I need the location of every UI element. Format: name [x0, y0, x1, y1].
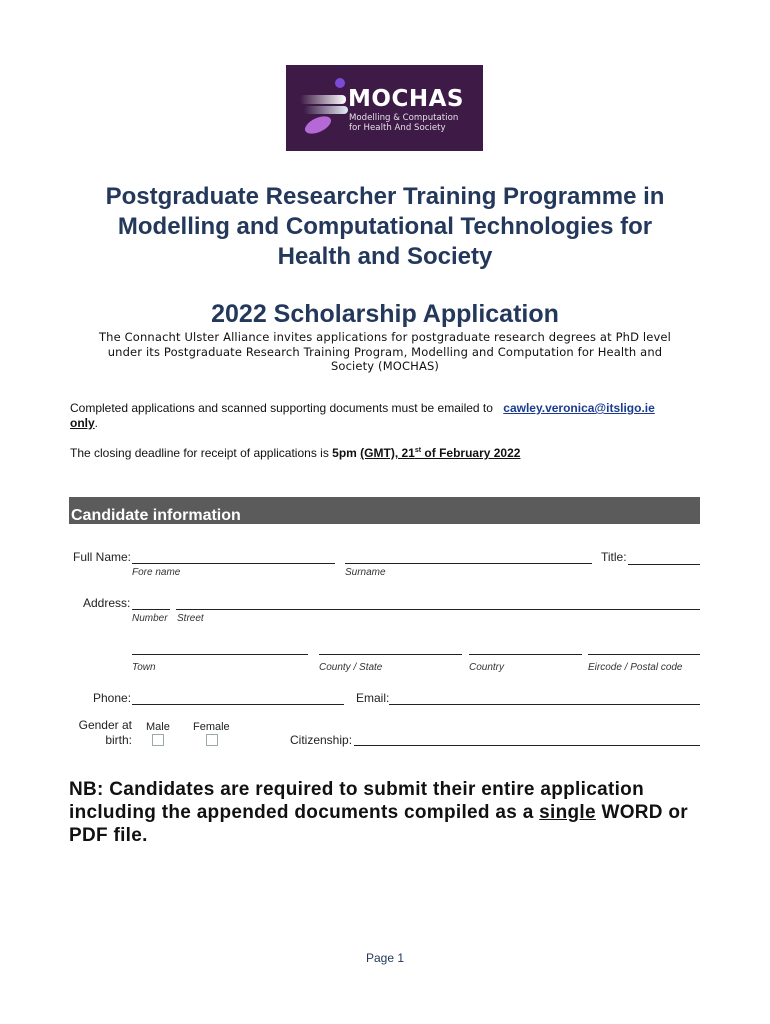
email-label: Email: — [356, 691, 390, 705]
title-line-3: Health and Society — [277, 243, 493, 270]
logo-tagline-line2: for Health And Society — [349, 123, 446, 133]
logo-brand: MOCHAS — [348, 86, 464, 112]
deadline-sup: st — [414, 447, 422, 454]
gender-label-line2: birth: — [105, 733, 132, 747]
deadline-date: of February 2022 — [421, 446, 521, 460]
country-hint: Country — [469, 662, 505, 673]
notice-single: single — [539, 802, 596, 823]
female-checkbox[interactable] — [206, 734, 218, 746]
citizenship-label: Citizenship: — [290, 733, 353, 747]
gender-label — [73, 718, 132, 748]
number-hint: Number — [132, 613, 168, 624]
notice-part1: NB: Candidates are required to submit their entire application including the appended documents compiled as a — [69, 779, 644, 823]
page-title — [40, 182, 730, 272]
eircode-hint: Eircode / Postal code — [588, 662, 683, 673]
submission-notice — [69, 778, 709, 847]
intro-line-3: Society (MOCHAS) — [330, 359, 440, 373]
gender-label-line1: Gender at — [78, 718, 132, 732]
phone-field[interactable] — [132, 704, 344, 705]
title-line-1: Postgraduate Researcher Training Programme in — [105, 183, 665, 210]
period-text: . — [94, 416, 99, 430]
male-label: Male — [146, 721, 170, 733]
email-link[interactable]: cawley.veronica@itsligo.ie — [503, 401, 655, 415]
phone-label: Phone: — [93, 691, 132, 705]
section-title: Candidate information — [71, 507, 241, 524]
title-label: Title: — [601, 550, 627, 564]
intro-text — [70, 330, 700, 374]
town-hint: Town — [132, 662, 156, 673]
address-number-field[interactable] — [132, 609, 170, 610]
address-label: Address: — [83, 596, 131, 610]
eircode-field[interactable] — [588, 654, 700, 655]
page-number: Page 1 — [365, 951, 405, 965]
country-field[interactable] — [469, 654, 582, 655]
candidate-info-header — [69, 497, 700, 524]
title-line-2: Modelling and Computational Technologies for — [117, 213, 653, 240]
town-field[interactable] — [132, 654, 308, 655]
only-text: only — [70, 416, 95, 430]
submission-text: Completed applications and scanned supporting documents must be emailed to — [70, 401, 497, 415]
deadline-time: 5pm — [332, 446, 361, 460]
submission-instructions — [70, 401, 710, 431]
logo-tagline — [349, 113, 458, 133]
notice-part2: WORD or PDF file. — [69, 802, 689, 846]
address-street-field[interactable] — [176, 609, 700, 610]
citizenship-field[interactable] — [354, 745, 700, 746]
deadline-text — [70, 443, 710, 461]
mochas-logo — [286, 65, 483, 151]
deadline-gmt: (GMT), 21 — [360, 446, 415, 460]
logo-tagline-line1: Modelling & Computation — [349, 113, 459, 123]
fore-name-field[interactable] — [132, 563, 335, 564]
street-hint: Street — [177, 613, 204, 624]
surname-hint: Surname — [345, 567, 386, 578]
email-field[interactable] — [389, 704, 700, 705]
title-field[interactable] — [628, 564, 700, 565]
full-name-label: Full Name: — [73, 550, 132, 564]
fore-name-hint: Fore name — [132, 567, 181, 578]
intro-line-1: The Connacht Ulster Alliance invites applications for postgraduate research degrees at PhD level — [98, 330, 672, 344]
deadline-intro: The closing deadline for receipt of applications is — [70, 446, 333, 460]
mochas-logo-icon — [296, 75, 352, 141]
page-subtitle: 2022 Scholarship Application — [211, 300, 559, 328]
intro-line-2: under its Postgraduate Research Training Program, Modelling and Computation for Health and — [107, 344, 663, 359]
surname-field[interactable] — [345, 563, 592, 564]
male-checkbox[interactable] — [152, 734, 164, 746]
county-field[interactable] — [319, 654, 462, 655]
county-hint: County / State — [319, 662, 383, 673]
female-label: Female — [193, 721, 230, 733]
